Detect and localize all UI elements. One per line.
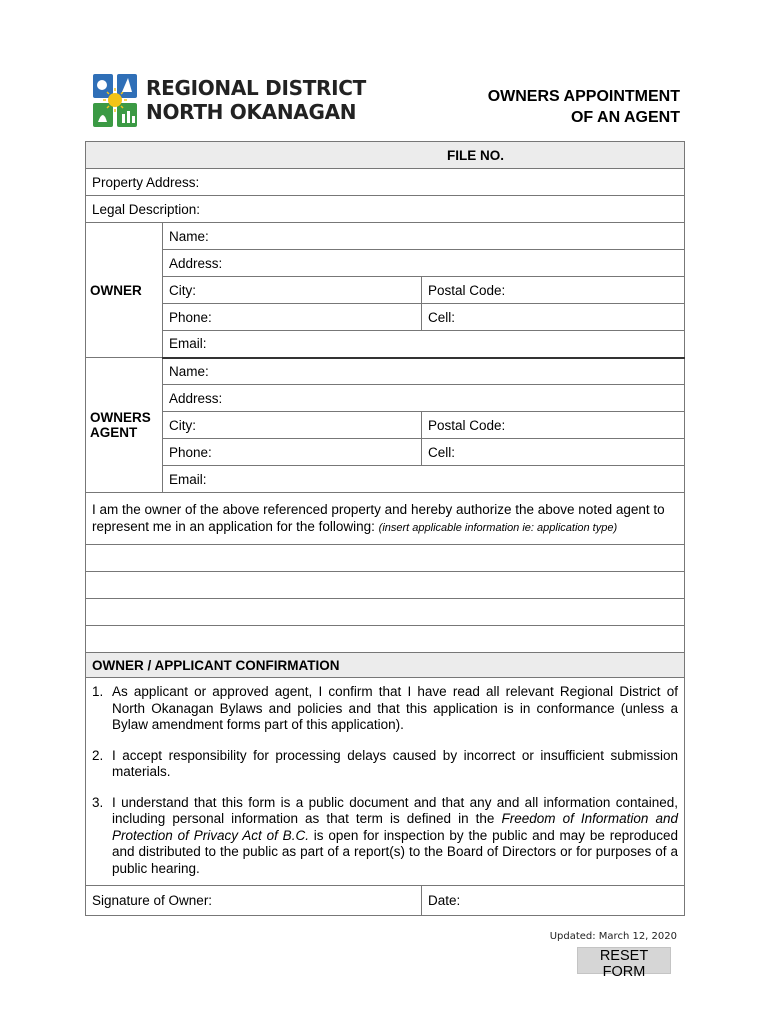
authorization-statement [86,493,685,545]
agent-address-field[interactable]: Address: [163,385,685,412]
document-title-line2: OF AN AGENT [570,109,680,126]
confirmation-body [86,678,685,886]
application-line-1 [86,545,685,572]
agent-appointment-form [85,141,685,916]
document-title-line1: OWNERS APPOINTMENT [487,88,680,105]
confirmation-item-2 [92,748,678,781]
agent-name-row [86,358,685,385]
confirmation-item-2-number: 2. [92,747,104,763]
date-field[interactable]: Date: [422,886,685,916]
owner-postal-code-field[interactable]: Postal Code: [422,277,685,304]
application-input-1[interactable] [86,545,685,572]
agent-section-label-line2: AGENT [90,425,138,440]
authorization-text: I am the owner of the above referenced property and hereby authorize the above noted agent to represent me in an application for the following: [92,501,665,534]
agent-section-label [86,358,163,493]
agent-address-row [86,385,685,412]
confirmation-heading: OWNER / APPLICANT CONFIRMATION [86,653,685,678]
confirmation-item-1 [92,684,678,734]
confirmation-item-3-text-after: is open for inspection by the public and may be reproduced and distributed to the public as part of a report(s) to the Board of Directors or for purposes of a public hearing. [112,827,678,876]
rdno-logo [92,72,366,132]
owner-cell-field[interactable]: Cell: [422,304,685,331]
agent-email-field[interactable]: Email: [163,466,685,493]
owner-email-field[interactable]: Email: [163,331,685,358]
owner-email-row [86,331,685,358]
application-line-4 [86,626,685,653]
owner-name-field[interactable]: Name: [163,223,685,250]
org-name [146,76,366,124]
owner-phone-row [86,304,685,331]
reset-form-button[interactable]: RESET FORM [577,947,671,974]
document-title [488,86,680,128]
application-line-3 [86,599,685,626]
property-address-field[interactable]: Property Address: [86,169,685,196]
confirmation-heading-row [86,653,685,678]
signature-field[interactable]: Signature of Owner: [86,886,422,916]
org-name-line1: REGIONAL DISTRICT [146,76,366,100]
agent-postal-code-field[interactable]: Postal Code: [422,412,685,439]
confirmation-list [92,684,678,877]
confirmation-item-3-number: 3. [92,794,104,810]
confirmation-item-3-text-before: I understand that this form is a public document and that any and all information contained, including personal information as that term is defined in the [112,794,678,826]
agent-phone-row [86,439,685,466]
owner-name-row [86,223,685,250]
owner-section-label: OWNER [86,223,163,358]
logo-emblem-icon [92,72,140,132]
authorization-hint: (insert applicable information ie: application type) [378,521,618,534]
agent-city-row [86,412,685,439]
org-name-line2: NORTH OKANAGAN [146,100,357,124]
application-line-2 [86,572,685,599]
file-no-field[interactable]: FILE NO. [86,142,685,169]
agent-section-label-line1: OWNERS [90,410,151,425]
legal-description-field[interactable]: Legal Description: [86,196,685,223]
confirmation-item-1-text: As applicant or approved agent, I confirm that I have read all relevant Regional District of North Okanagan Bylaws and policies and that this application is in conformance (unless a Bylaw amendment forms part of this application). [112,684,678,732]
authorization-row [86,493,685,545]
file-no-row [86,142,685,169]
confirmation-item-3-act-name: Freedom of Information and Protection of Privacy Act of B.C. [112,811,679,843]
confirmation-body-row [86,678,685,886]
updated-date: Updated: March 12, 2020 [549,931,677,942]
application-input-2[interactable] [86,572,685,599]
agent-cell-field[interactable]: Cell: [422,439,685,466]
application-input-4[interactable] [86,626,685,653]
owner-phone-field[interactable]: Phone: [163,304,422,331]
owner-address-row [86,250,685,277]
confirmation-item-1-number: 1. [92,684,104,699]
owner-city-row [86,277,685,304]
signature-row [86,886,685,916]
owner-city-field[interactable]: City: [163,277,422,304]
confirmation-item-2-text: I accept responsibility for processing delays caused by incorrect or insufficient submission materials. [112,747,678,779]
legal-description-row [86,196,685,223]
agent-name-field[interactable]: Name: [163,358,685,385]
property-address-row [86,169,685,196]
confirmation-item-3 [92,795,678,878]
owner-address-field[interactable]: Address: [163,250,685,277]
agent-city-field[interactable]: City: [163,412,422,439]
application-input-3[interactable] [86,599,685,626]
agent-email-row [86,466,685,493]
agent-phone-field[interactable]: Phone: [163,439,422,466]
